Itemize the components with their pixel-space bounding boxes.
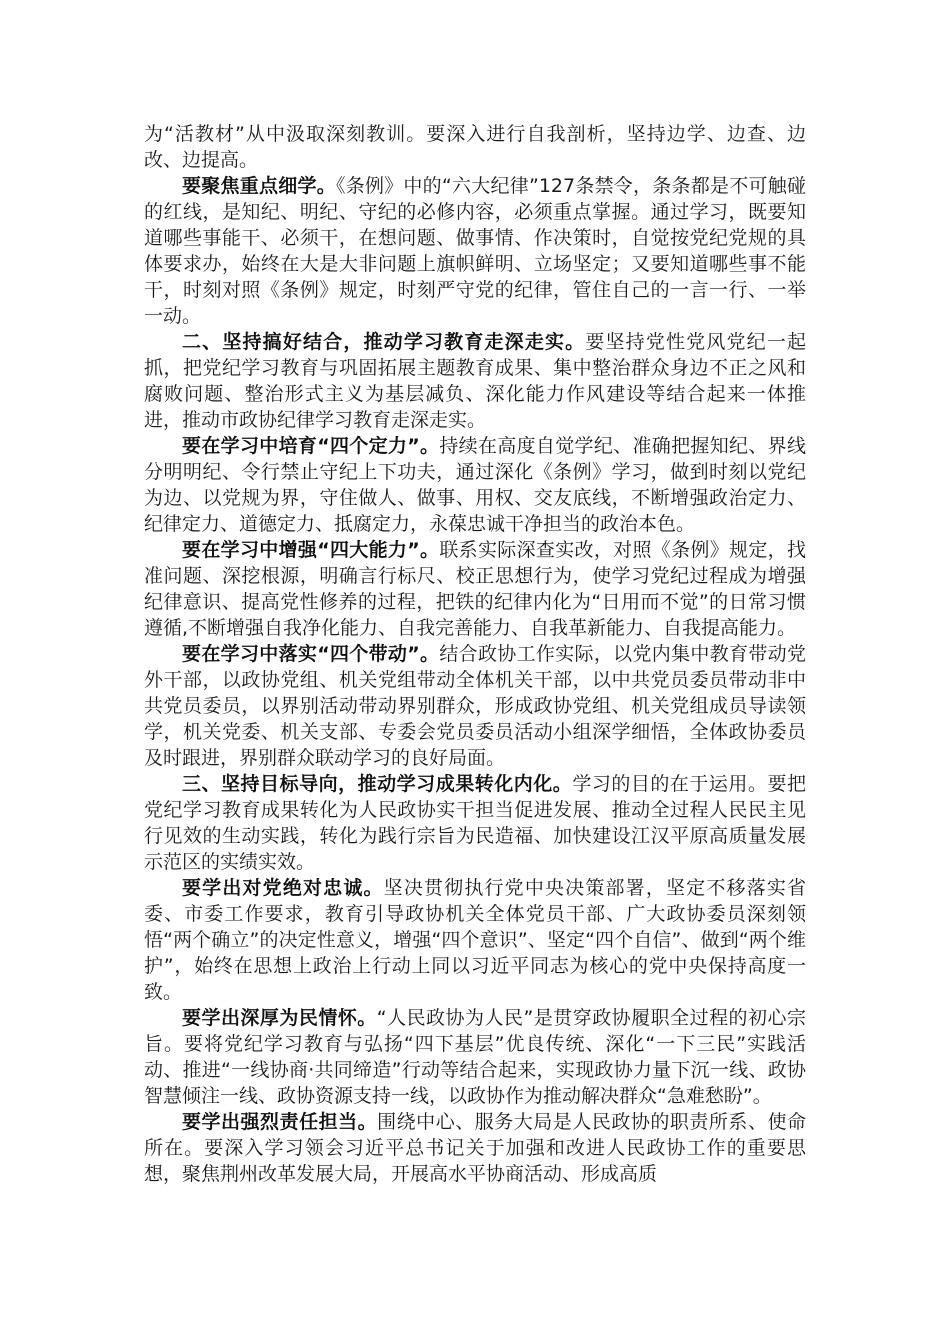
paragraph-2-heading: 要聚焦重点细学。: [182, 175, 336, 197]
paragraph-9-heading: 要学出深厚为民情怀。: [182, 1007, 377, 1029]
paragraph-1-body: 为“活教材”从中汲取深刻教训。要深入进行自我剖析，坚持边学、边查、边改、边提高。: [144, 123, 806, 171]
paragraph-1: [144, 121, 806, 173]
paragraph-6-heading: 要在学习中落实“四个带动”。: [182, 643, 440, 665]
paragraph-5-body: 联系实际深查实改，对照《条例》规定，找准问题、深挖根源，明确言行标尺、校正思想行为，使学习党纪过程成为增强纪律意识、提高党性修养的过程，把铁的纪律内化为“日用而不觉”的日常习惯遵循,不断增强自我净化能力、自我完善能力、自我革新能力、自我提高能力。: [144, 539, 806, 639]
paragraph-8: [144, 875, 806, 1005]
paragraph-4-heading: 要在学习中培育“四个定力”。: [182, 435, 440, 457]
paragraph-6: [144, 641, 806, 771]
document-body: [144, 121, 806, 1187]
section-heading-3: 三、坚持目标导向，推动学习成果转化内化。: [182, 773, 573, 795]
paragraph-4-body: 持续在高度自觉学纪、准确把握知纪、界线分明明纪、令行禁止守纪上下功夫，通过深化《条例》学习，做到时刻以党纪为边、以党规为界，守住做人、做事、用权、交友底线，不断增强政治定力、纪律定力、道德定力、抵腐定力，永葆忠诚干净担当的政治本色。: [144, 435, 806, 535]
paragraph-10-heading: 要学出强烈责任担当。: [182, 1111, 378, 1133]
paragraph-9-body: “人民政协为人民”是贯穿政协履职全过程的初心宗旨。要将党纪学习教育与弘扬“四下基层”优良传统、深化“一下三民”实践活动、推进“一线协商·共同缔造”行动等结合起来，实现政协力量下沉一线、政协智慧倾注一线、政协资源支持一线，以政协作为推动解决群众“急难愁盼”。: [144, 1007, 806, 1107]
section-heading-2: 二、坚持搞好结合，推动学习教育走深走实。: [182, 331, 586, 353]
paragraph-6-body: 结合政协工作实际，以党内集中教育带动党外干部，以政协党组、机关党组带动全体机关干部，以中共党员委员带动非中共党员委员，以界别活动带动界别群众，形成政协党组、机关党组成员导读领学，机关党委、机关支部、专委会党员委员活动小组深学细悟，全体政协委员及时跟进，界别群众联动学习的良好局面。: [144, 643, 806, 769]
paragraph-10-body: 围绕中心、服务大局是人民政协的职责所系、使命所在。要深入学习领会习近平总书记关于加强和改进人民政协工作的重要思想，聚焦荆州改革发展大局，开展高水平协商活动、形成高质: [144, 1111, 806, 1185]
paragraph-5-heading: 要在学习中增强“四大能力”。: [182, 539, 440, 561]
paragraph-9: [144, 1005, 806, 1109]
paragraph-2-body: 《条例》中的“六大纪律”127条禁令，条条都是不可触碰的红线，是知纪、明纪、守纪的必修内容，必须重点掌握。通过学习，既要知道哪些事能干、必须干，在想问题、做事情、作决策时，自觉按党纪党规的具体要求办，始终在大是大非问题上旗帜鲜明、立场坚定；又要知道哪些事不能干，时刻对照《条例》规定，时刻严守党的纪律，管住自己的一言一行、一举一动。: [144, 175, 806, 327]
paragraph-7-body: 学习的目的在于运用。要把党纪学习教育成果转化为人民政协实干担当促进发展、推动全过程人民民主见行见效的生动实践，转化为践行宗旨为民造福、加快建设江汉平原高质量发展示范区的实绩实效。: [144, 773, 806, 873]
paragraph-10: [144, 1109, 806, 1187]
paragraph-2: [144, 173, 806, 329]
paragraph-7: [144, 771, 806, 875]
paragraph-3-body: 要坚持党性党风党纪一起抓，把党纪学习教育与巩固拓展主题教育成果、集中整治群众身边不正之风和腐败问题、整治形式主义为基层减负、深化能力作风建设等结合起来一体推进，推动市政协纪律学习教育走深走实。: [144, 331, 806, 431]
paragraph-8-body: 坚决贯彻执行党中央决策部署，坚定不移落实省委、市委工作要求，教育引导政协机关全体党员干部、广大政协委员深刻领悟“两个确立”的决定性意义，增强“四个意识”、坚定“四个自信”、做到“两个维护”，始终在思想上政治上行动上同以习近平同志为核心的党中央保持高度一致。: [144, 877, 806, 1003]
paragraph-5: [144, 537, 806, 641]
paragraph-8-heading: 要学出对党绝对忠诚。: [182, 877, 384, 899]
paragraph-3: [144, 329, 806, 433]
paragraph-4: [144, 433, 806, 537]
